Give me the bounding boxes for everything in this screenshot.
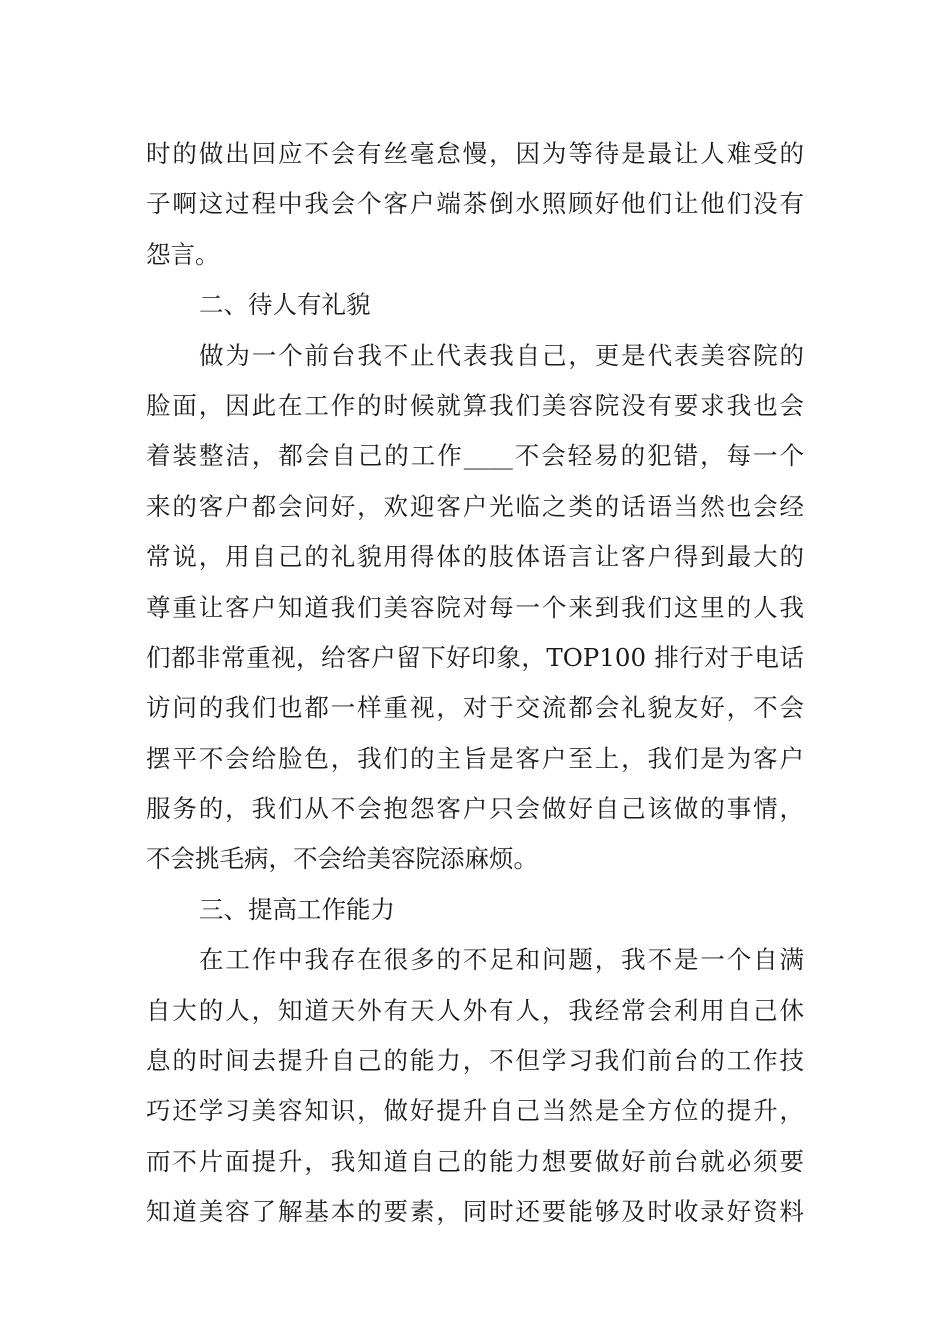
paragraph-line: 不会挑毛病，不会给美容院添麻烦。 [146, 844, 538, 874]
paragraph-line: 自大的人，知道天外有天人外有人，我经常会利用自己休 [146, 995, 804, 1025]
paragraph-line: 访问的我们也都一样重视，对于交流都会礼貌友好，不会 [146, 693, 804, 723]
paragraph-line: 在工作中我存在很多的不足和问题，我不是一个自满 [199, 945, 804, 975]
paragraph-line: 子啊这过程中我会个客户端茶倒水照顾好他们让他们没有 [146, 189, 804, 219]
paragraph-line: 知道美容了解基本的要素，同时还要能够及时收录好资料 [146, 1197, 804, 1227]
paragraph-line: 巧还学习美容知识，做好提升自己当然是全方位的提升， [146, 1096, 804, 1126]
paragraph-line: 常说，用自己的礼貌用得体的肢体语言让客户得到最大的 [146, 542, 804, 572]
paragraph-line: 尊重让客户知道我们美容院对每一个来到我们这里的人我 [146, 592, 804, 622]
paragraph-line: 脸面，因此在工作的时候就算我们美容院没有要求我也会 [146, 390, 804, 420]
paragraph-line: 服务的，我们从不会抱怨客户只会做好自己该做的事情， [146, 794, 804, 824]
paragraph-line: 息的时间去提升自己的能力，不但学习我们前台的工作技 [146, 1046, 804, 1076]
section-heading: 二、待人有礼貌 [199, 290, 371, 320]
paragraph-line: 而不片面提升，我知道自己的能力想要做好前台就必须要 [146, 1146, 804, 1176]
paragraph-line: 着装整洁，都会自己的工作____不会轻易的犯错，每一个 [146, 441, 804, 471]
paragraph-line: 来的客户都会问好，欢迎客户光临之类的话语当然也会经 [146, 491, 804, 521]
paragraph-line: 怨言。 [146, 239, 220, 269]
paragraph-line: 们都非常重视，给客户留下好印象，TOP100 排行对于电话 [146, 642, 804, 672]
paragraph-line: 时的做出回应不会有丝毫怠慢，因为等待是最让人难受的 [146, 139, 804, 168]
document-body [146, 129, 804, 1238]
paragraph-line: 做为一个前台我不止代表我自己，更是代表美容院的 [199, 340, 804, 370]
paragraph-line: 摆平不会给脸色，我们的主旨是客户至上，我们是为客户 [146, 743, 804, 773]
section-heading: 三、提高工作能力 [199, 894, 395, 924]
